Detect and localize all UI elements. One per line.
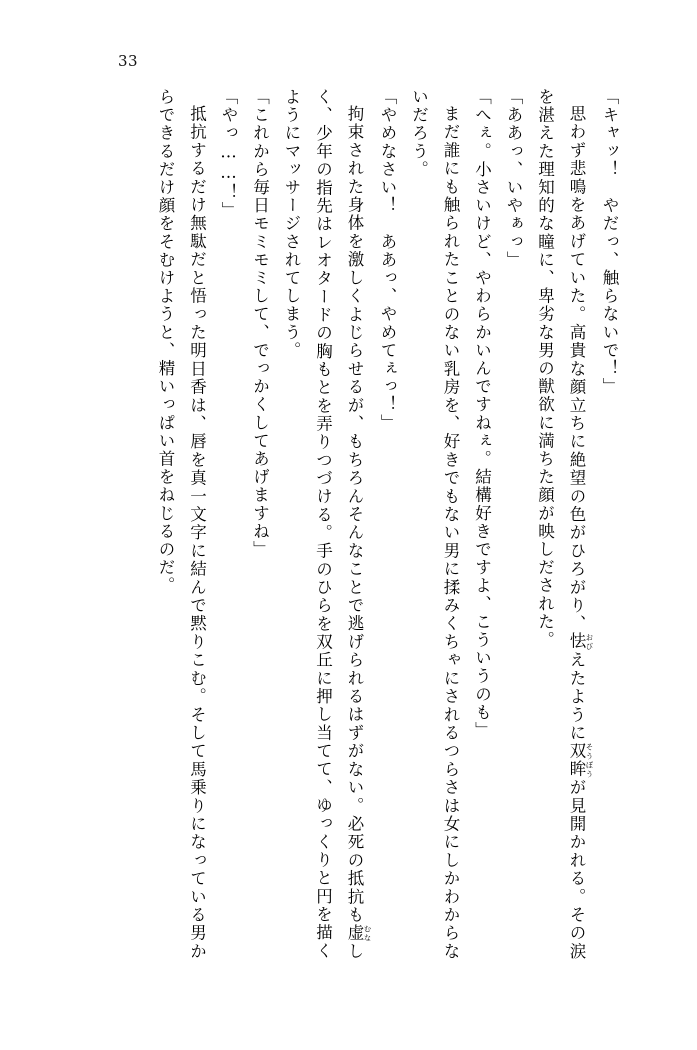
paragraph: 「やめなさい！ ああっ、やめてぇっ！」 (378, 88, 397, 432)
page-number: 33 (118, 52, 139, 70)
paragraph: 「へぇ。小さいけど、やわらかいんですねぇ。結構好きですよ、こういうのも」 (472, 88, 492, 740)
paragraph: 思わず悲鳴をあげていた。高貴な顔立ちに絶望の色がひろがり、怯 おびえたように双眸 そうぼうが見開かれる。その涙を湛えた理知的な瞳に、卑劣な男の獣欲に満ちた顔が映しだされた。 (535, 88, 594, 961)
body-text (65, 88, 625, 960)
paragraph: 「キャッ！ やだっ、触らないで！」 (600, 88, 619, 396)
paragraph: 「やっ……！」 (219, 88, 238, 220)
paragraph: 「ああっ、いやぁっ」 (504, 88, 523, 269)
paragraph: 「これから毎日モミモミして、でっかくしてあげますね」 (250, 88, 270, 559)
paragraph: 抵抗するだけ無駄だと悟った明日香は、唇を真一文字に結んで黙りこむ。そして馬乗りになっている男からできるだけ顔をそむけようと、精いっぱい首をねじるのだ。 (156, 88, 207, 960)
paragraph: 拘束された身体を激しくよじらせるが、もちろんそんなことで逃げられるはずがない。必死の抵抗も虚 むなしく、少年の指先はレオタードの胸もとを弄りつづける。手のひらを双丘に押し当てて、ゆっくりと円を描くようにマッサージされてしまう。 (282, 88, 372, 961)
paragraph: まだ誰にも触られたことのない乳房を、好きでもない男に揉みくちゃにされるつらさは女にしかわからないだろう。 (409, 88, 460, 960)
